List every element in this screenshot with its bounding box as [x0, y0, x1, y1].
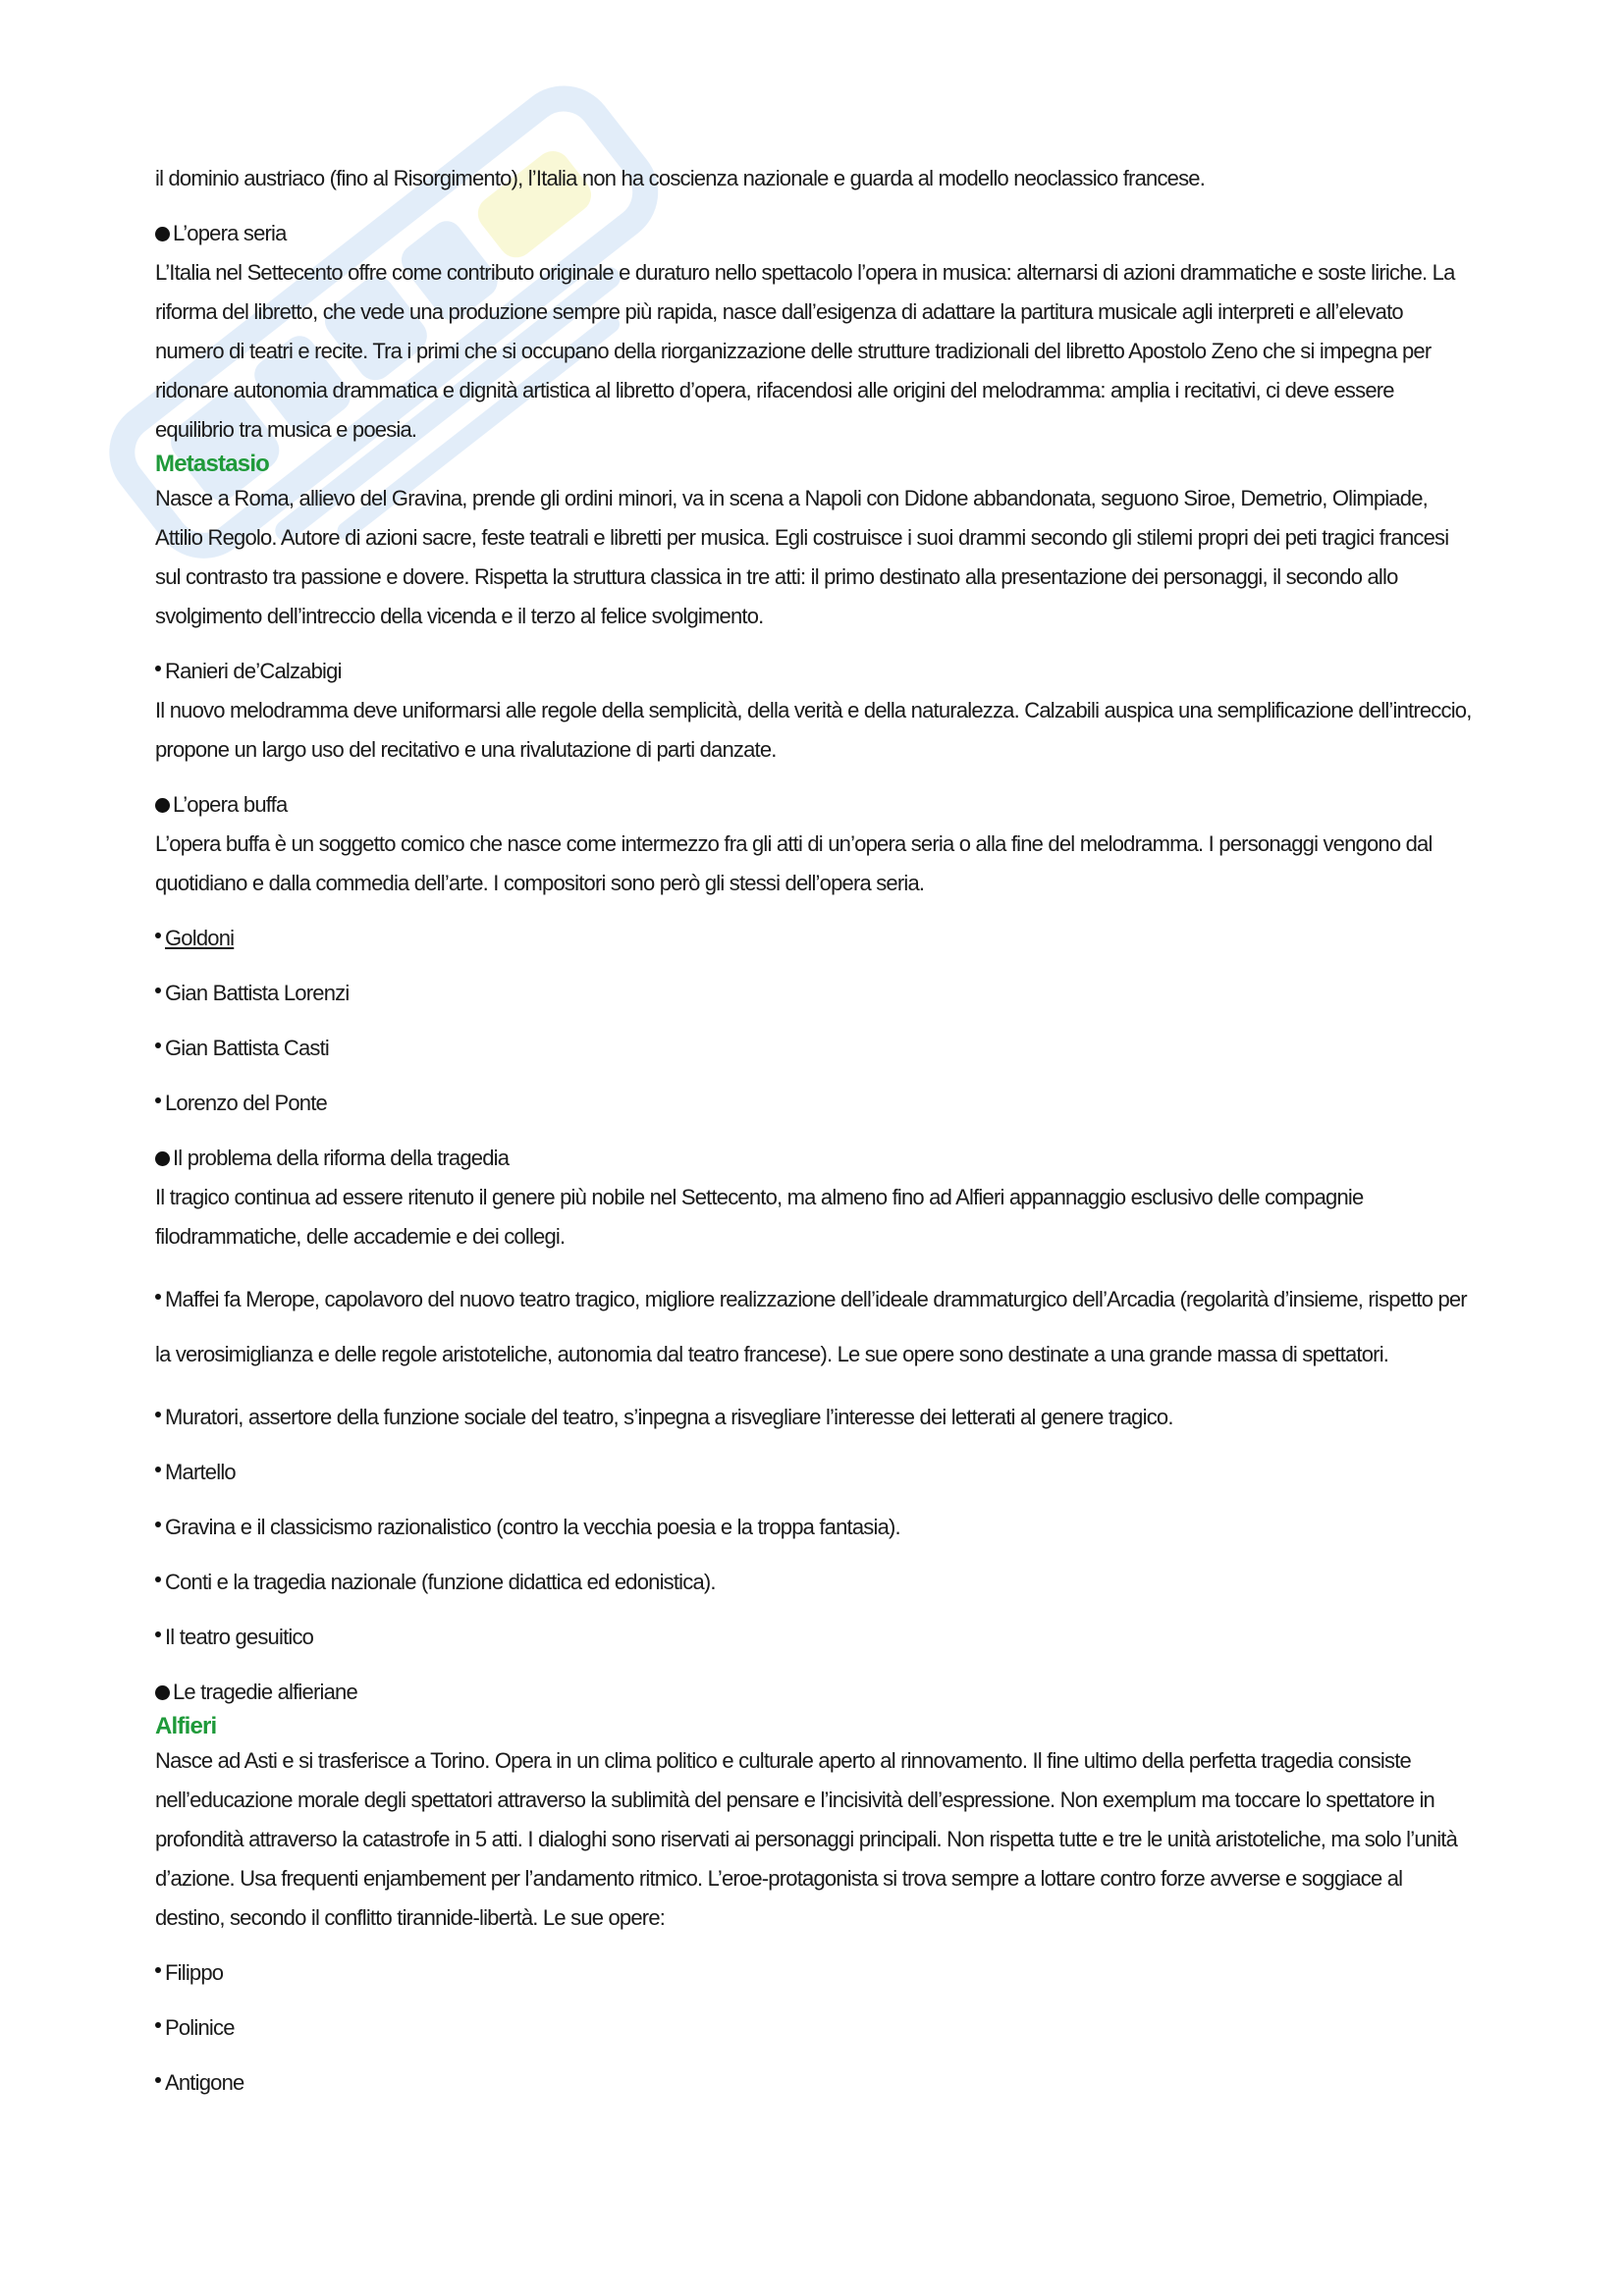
section-opera-seria: [155, 214, 1476, 253]
bullet-icon: [155, 1097, 161, 1103]
list-item: [155, 1029, 1476, 1068]
list-item: [155, 919, 1476, 958]
section-title: Il problema della riforma della tragedia: [173, 1146, 510, 1170]
alfieri-paragraph: Nasce ad Asti e si trasferisce a Torino. Opera in un clima politico e culturale aperto al rinnovamento. Il fine ultimo della perfetta tragedia consiste nell’educazione morale degli spettatori attraverso la sublimità del pensare e l’incisività dell’espressione. Non exemplum ma toccare lo spettatore in profondità attraverso la catastrofe in 5 atti. I dialoghi sono riservati ai personaggi principali. Non rispetta tutte e tre le unità aristoteliche, ma solo l’unità d’azione. Usa frequenti enjambement per l’andamento ritmico. L’eroe-protagonista si trova sempre a lottare contro forze avverse e soggiace al destino, secondo il conflitto tirannide-libertà. Le sue opere:: [155, 1748, 1458, 1930]
section-alfieri: [155, 1673, 1476, 1712]
bullet-icon: [155, 1042, 161, 1048]
tragedia-item: Martello: [165, 1460, 236, 1484]
intro-paragraph: il dominio austriaco (fino al Risorgimento), l’Italia non ha coscienza nazionale e guarda al modello neoclassico francese.: [155, 166, 1206, 190]
tragedia-item: Il teatro gesuitico: [165, 1625, 314, 1649]
alfieri-heading: Alfieri: [155, 1713, 217, 1739]
section-tragedia: [155, 1139, 1476, 1178]
tragedia-item: Conti e la tragedia nazionale (funzione didattica ed edonistica).: [165, 1570, 716, 1594]
author-del-ponte: Lorenzo del Ponte: [165, 1091, 327, 1115]
section-title: Le tragedie alfieriane: [173, 1680, 357, 1704]
author-goldoni: Goldoni: [165, 926, 235, 950]
metastasio-paragraph: Nasce a Roma, allievo del Gravina, prende gli ordini minori, va in scena a Napoli con Didone abbandonata, seguono Siroe, Demetrio, Olimpiade, Attilio Regolo. Autore di azioni sacre, feste teatrali e libretti per musica. Egli costruisce i suoi drammi secondo gli stilemi propri dei peti tragici francesi sul contrasto tra passione e dovere. Rispetta la struttura classica in tre atti: il primo destinato alla presentazione dei personaggi, il secondo allo svolgimento dell’intreccio della vicenda e il terzo al felice svolgimento.: [155, 486, 1449, 628]
bullet-icon: [155, 1576, 161, 1582]
bullet-icon: [155, 1967, 161, 1973]
metastasio-heading: Metastasio: [155, 451, 270, 477]
bullet-icon: [155, 666, 161, 671]
bullet-icon: [155, 988, 161, 993]
alfieri-work: Polinice: [165, 2015, 235, 2040]
document-page: [155, 159, 1476, 2103]
list-item: [155, 1508, 1476, 1547]
opera-seria-paragraph: L’Italia nel Settecento offre come contributo originale e duraturo nello spettacolo l’opera in musica: alternarsi di azioni drammatiche e soste liriche. La riforma del libretto, che vede una produzione sempre più rapida, nasce dall’esigenza di adattare la partitura musicale agli interpreti e all’elevato numero di teatri e recite. Tra i primi che si occupano della riorganizzazione delle strutture tradizionali del libretto Apostolo Zeno che si impegna per ridonare autonomia drammatica e dignità artistica al libretto d’opera, rifacendosi alle origini del melodramma: amplia i recitativi, ci deve essere equilibrio tra musica e poesia.: [155, 260, 1455, 442]
section-title: L’opera buffa: [173, 792, 288, 817]
alfieri-work: Antigone: [165, 2070, 244, 2095]
section-opera-buffa: [155, 785, 1476, 825]
bullet-icon: [155, 1522, 161, 1527]
list-item: [155, 1563, 1476, 1602]
bullet-icon: [155, 1631, 161, 1637]
list-item: [155, 1084, 1476, 1123]
maffei-text: Maffei fa Merope, capolavoro del nuovo teatro tragico, migliore realizzazione dell’ideale drammaturgico dell’Arcadia (regolarità d’insieme, rispetto per la verosimiglianza e delle regole aristoteliche, autonomia dal teatro francese). Le sue opere sono destinate a una grande massa di spettatori.: [155, 1287, 1467, 1366]
list-item: [155, 1953, 1476, 1993]
bullet-icon: [155, 227, 170, 241]
author-lorenzi: Gian Battista Lorenzi: [165, 981, 350, 1005]
author-casti: Gian Battista Casti: [165, 1036, 329, 1060]
section-title: L’opera seria: [173, 221, 287, 245]
bullet-icon: [155, 1467, 161, 1472]
tragedia-paragraph: Il tragico continua ad essere ritenuto il genere più nobile nel Settecento, ma almeno fino ad Alfieri appannaggio esclusivo delle compagnie filodrammatiche, delle accademie e dei collegi.: [155, 1185, 1364, 1249]
alfieri-work: Filippo: [165, 1960, 224, 1985]
list-item: [155, 2008, 1476, 2048]
bullet-icon: [155, 1685, 170, 1700]
section-title: Ranieri de’Calzabigi: [165, 659, 342, 683]
bullet-icon: [155, 1294, 161, 1300]
list-item: [155, 1453, 1476, 1492]
tragedia-item: Gravina e il classicismo razionalistico (contro la vecchia poesia e la troppa fantasia).: [165, 1515, 900, 1539]
list-item: [155, 974, 1476, 1013]
bullet-icon: [155, 2022, 161, 2028]
bullet-icon: [155, 2077, 161, 2083]
tragedia-item: Muratori, assertore della funzione sociale del teatro, s’inpegna a risvegliare l’interesse dei letterati al genere tragico.: [165, 1405, 1173, 1429]
list-item: [155, 2063, 1476, 2103]
bullet-icon: [155, 1412, 161, 1417]
section-calzabigi: [155, 652, 1476, 691]
bullet-icon: [155, 1151, 170, 1166]
list-item: [155, 1398, 1476, 1437]
list-item: [155, 1618, 1476, 1657]
list-item: [155, 1272, 1476, 1382]
bullet-icon: [155, 933, 161, 938]
bullet-icon: [155, 798, 170, 813]
opera-buffa-paragraph: L’opera buffa è un soggetto comico che nasce come intermezzo fra gli atti di un’opera seria o alla fine del melodramma. I personaggi vengono dal quotidiano e dalla commedia dell’arte. I compositori sono però gli stessi dell’opera seria.: [155, 831, 1433, 895]
calzabigi-paragraph: Il nuovo melodramma deve uniformarsi alle regole della semplicità, della verità e della naturalezza. Calzabili auspica una semplificazione dell’intreccio, propone un largo uso del recitativo e una rivalutazione di parti danzate.: [155, 698, 1472, 762]
